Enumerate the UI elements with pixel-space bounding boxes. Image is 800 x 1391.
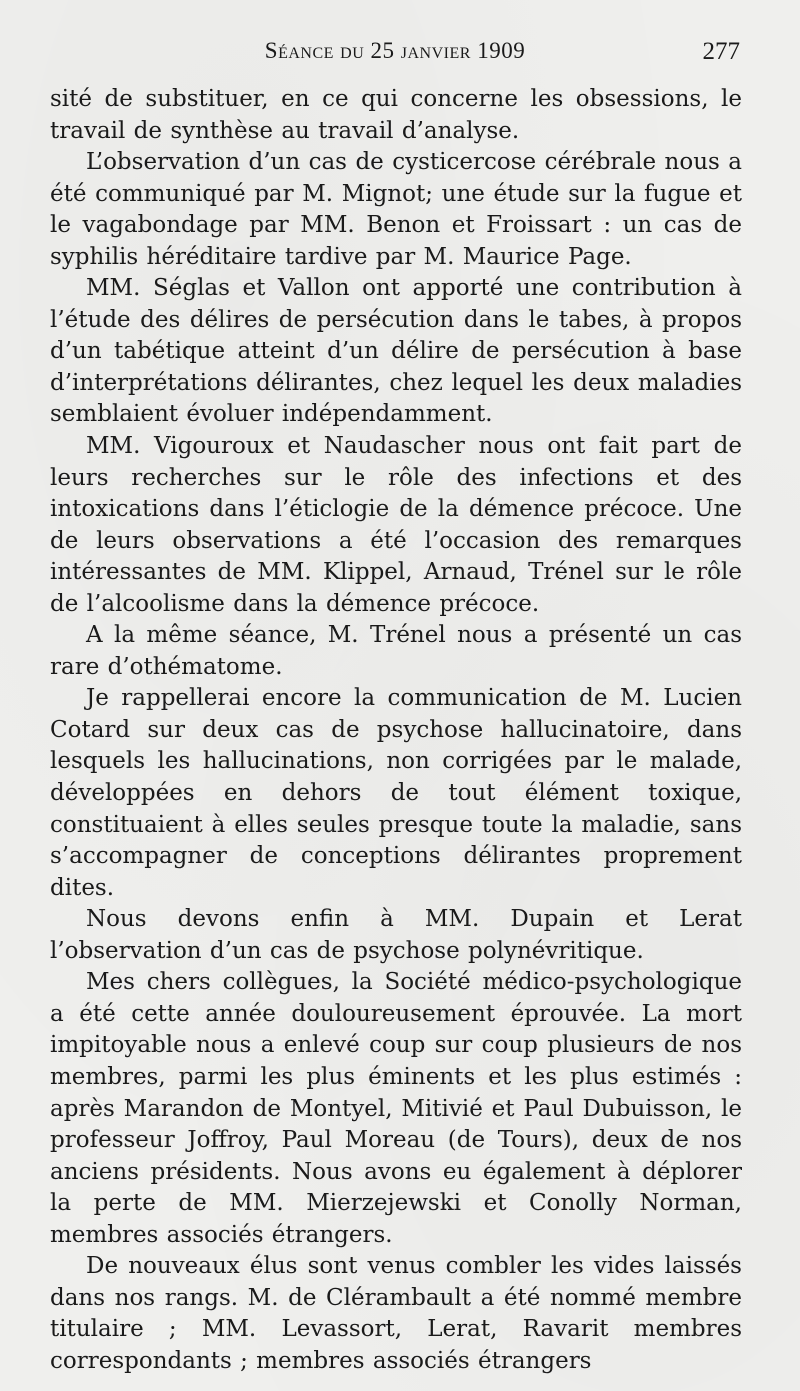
paragraph: MM. Séglas et Vallon ont apporté une contribution à l’étude des délires de persécution dans le tabes, à propos d’un tabétique atteint d’un délire de persécution à base d’interprétations délirantes, chez lequel les deux maladies semblaient évoluer indépendamment. <box>50 275 742 428</box>
paragraph: MM. Vigouroux et Naudascher nous ont fait part de leurs recherches sur le rôle des infections et des intoxications dans l’éticlogie de la démence précoce. Une de leurs observations a été l’occasion des remarques intéressantes de MM. Klippel, Arnaud, Trénel sur le rôle de l’alcoolisme dans la démence précoce. <box>50 433 742 617</box>
paragraph: L’observation d’un cas de cysticercose cérébrale nous a été communiqué par M. Mignot; une étude sur la fugue et le vagabondage par MM. Benon et Froissart : un cas de syphilis héréditaire tardive par M. Maurice Page. <box>50 149 742 270</box>
paragraph: Nous devons enfin à MM. Dupain et Lerat l’observation d’un cas de psychose polynévritique. <box>50 906 742 964</box>
paragraph: De nouveaux élus sont venus combler les vides laissés dans nos rangs. M. de Clérambault a été nommé membre titulaire ; MM. Levassort, Lerat, Ravarit membres correspondants ; membres associés étrangers <box>50 1253 742 1374</box>
paragraph: Je rappellerai encore la communication de M. Lucien Cotard sur deux cas de psychose hallucinatoire, dans lesquels les hallucinations, non corrigées par le malade, développées en dehors de tout élément toxique, constituaient à elles seules presque toute la maladie, sans s’accompagner de conceptions délirantes proprement dites. <box>50 685 742 901</box>
page-body <box>50 84 742 1377</box>
running-head: Séance du 25 janvier 1909 <box>264 38 526 63</box>
page-number: 277 <box>702 38 740 65</box>
paragraph: A la même séance, M. Trénel nous a présenté un cas rare d’othématome. <box>50 622 742 680</box>
paragraph-continuation: sité de substituer, en ce qui concerne les obsessions, le travail de synthèse au travail d’analyse. <box>50 86 742 144</box>
page-header <box>50 38 740 74</box>
paragraph: Mes chers collègues, la Société médico-psychologique a été cette année douloureusement éprouvée. La mort impitoyable nous a enlevé coup sur coup plusieurs de nos membres, parmi les plus éminents et les plus estimés : après Marandon de Montyel, Mitivié et Paul Dubuisson, le professeur Joffroy, Paul Moreau (de Tours), deux de nos anciens présidents. Nous avons eu également à déplorer la perte de MM. Mierzejewski et Conolly Norman, membres associés étrangers. <box>50 969 742 1248</box>
